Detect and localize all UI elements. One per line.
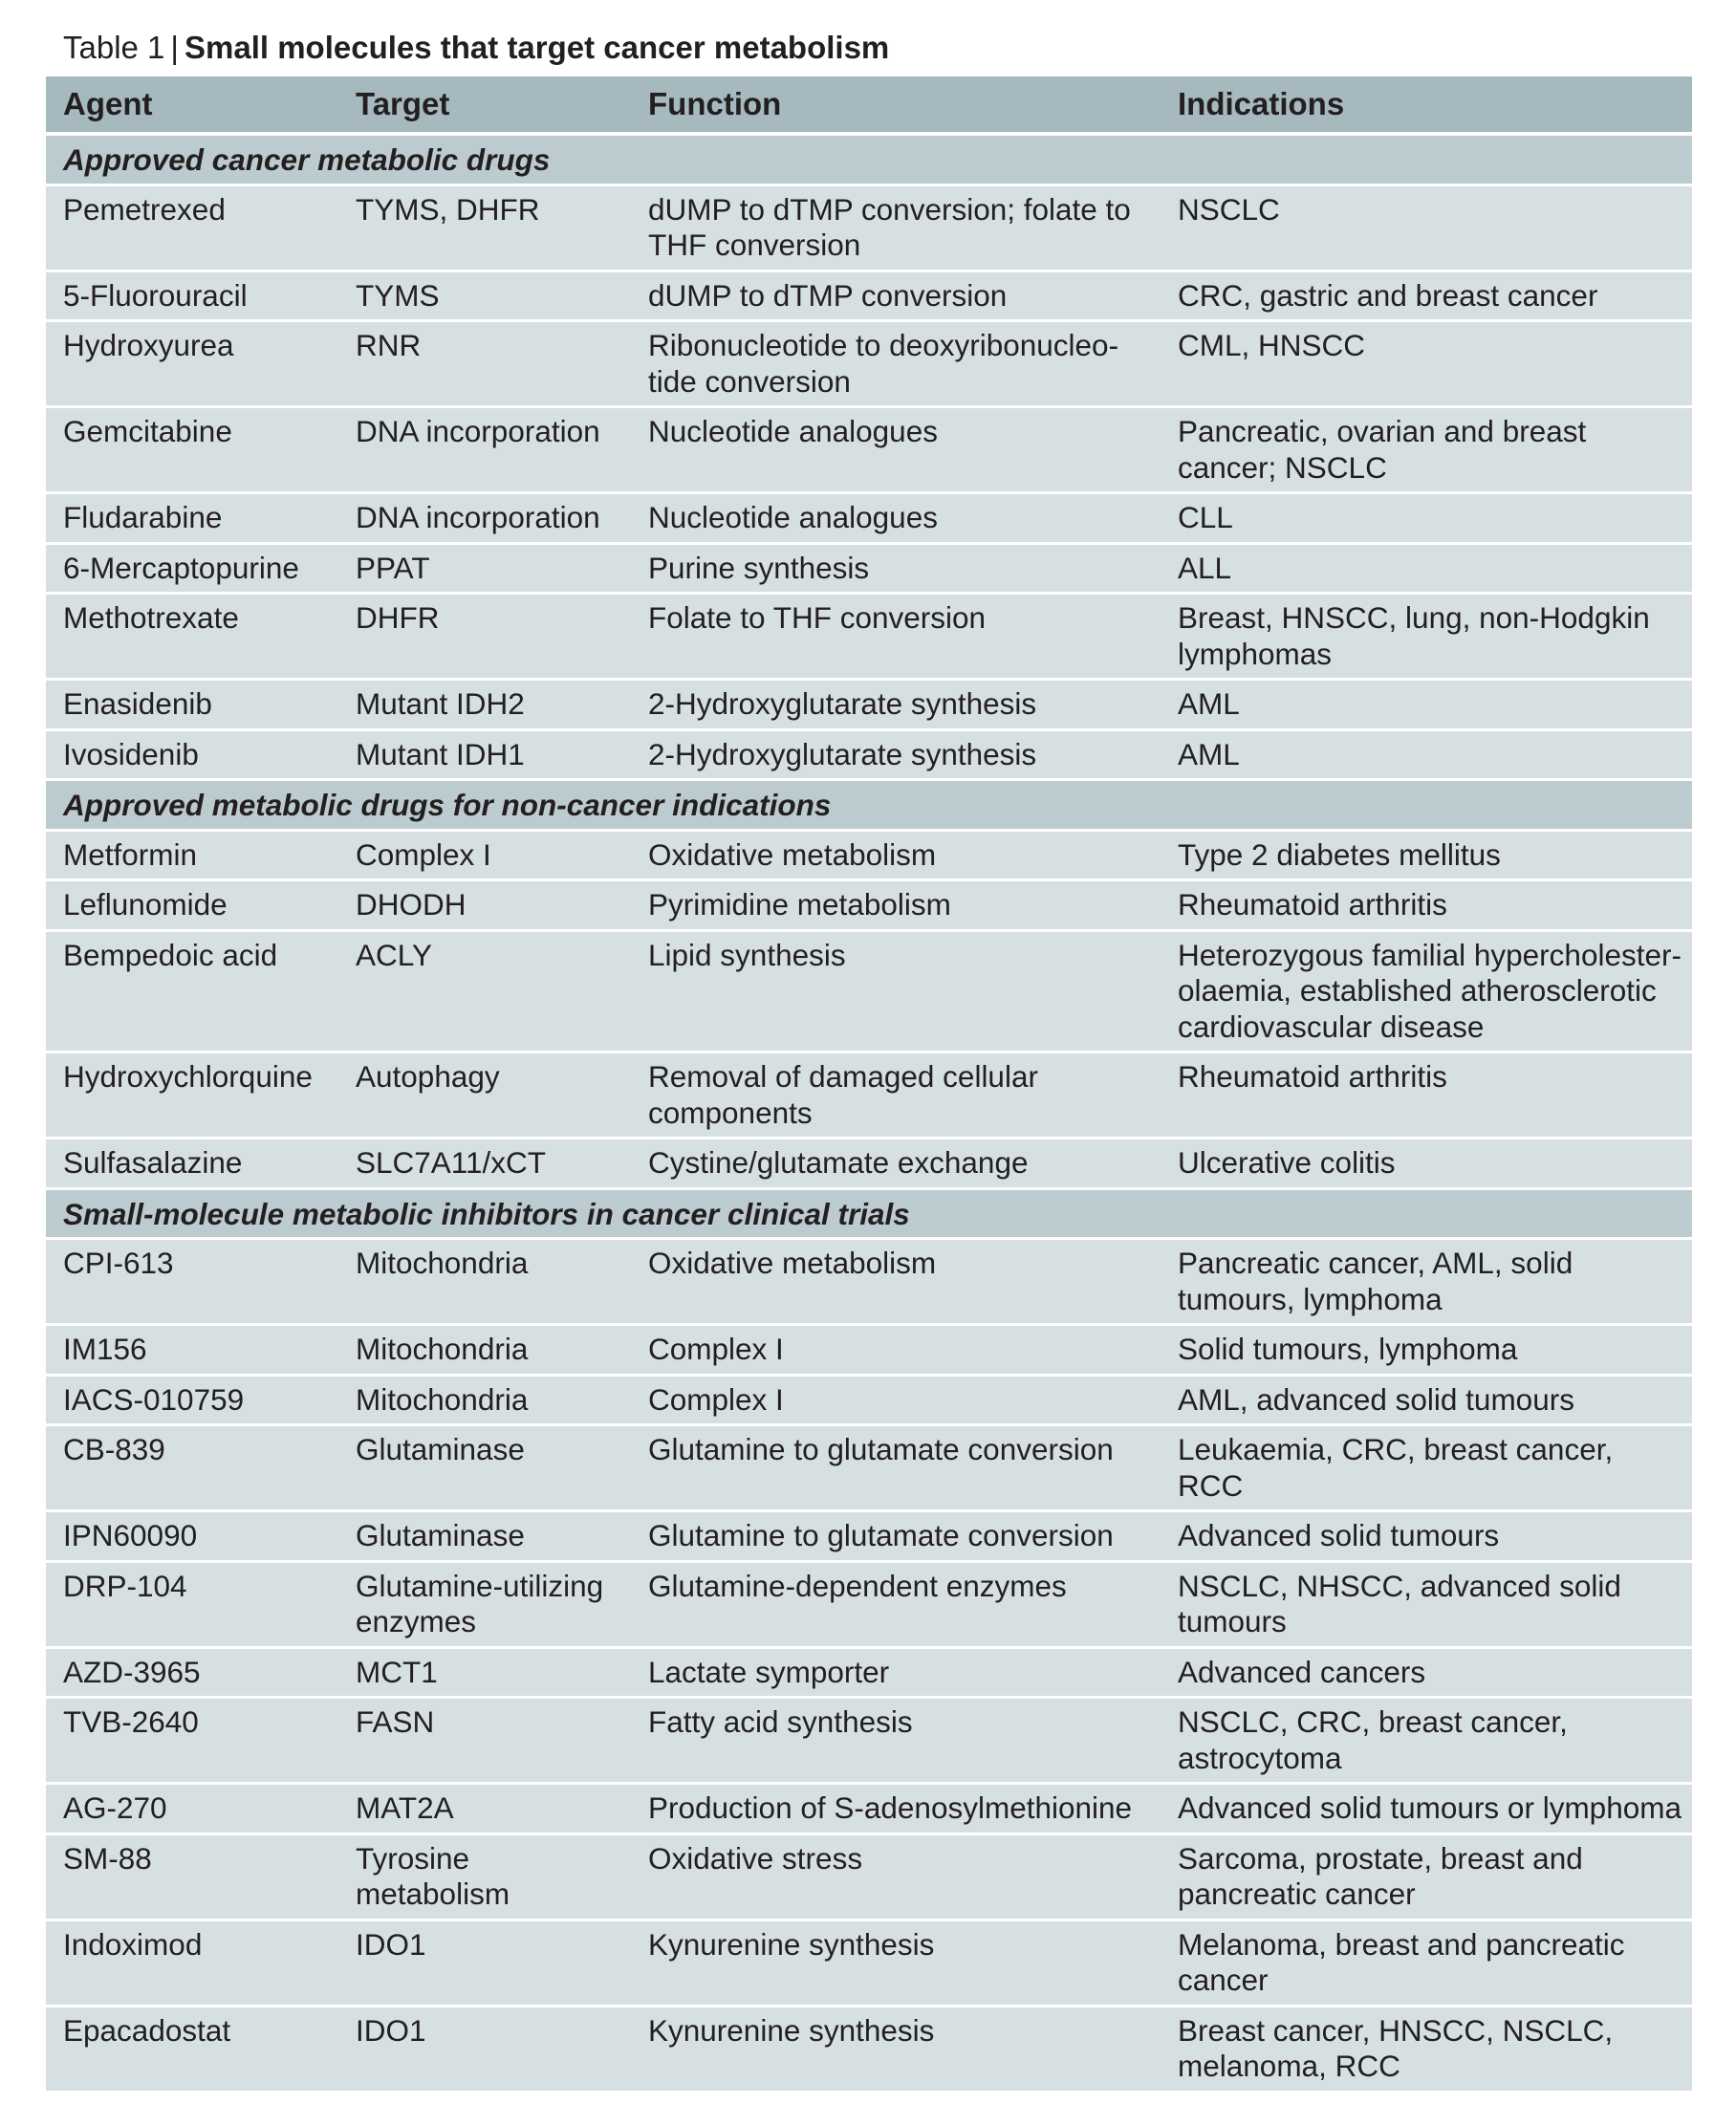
cell-agent: Hydroxychlorquine [46,1052,338,1139]
cell-target: Mutant IDH1 [338,729,631,780]
column-header-indications: Indications [1161,76,1692,134]
header-row [46,76,1692,134]
table-row [46,271,1692,321]
cell-function: Oxidative metabolism [631,830,1161,880]
cell-agent: Hydroxyurea [46,321,338,407]
column-header-function: Function [631,76,1161,134]
cell-indications: Sarcoma, prostate, breast and pancreatic cancer [1161,1833,1692,1920]
cell-target: MAT2A [338,1784,631,1834]
cell-indications: CML, HNSCC [1161,321,1692,407]
cell-function: Oxidative stress [631,1833,1161,1920]
cell-function: 2-Hydroxyglutarate synthesis [631,729,1161,780]
cell-agent: Ivosidenib [46,729,338,780]
column-header-target: Target [338,76,631,134]
cell-target: TYMS, DHFR [338,184,631,271]
cell-agent: DRP-104 [46,1561,338,1647]
cell-agent: IM156 [46,1325,338,1376]
table-row [46,1139,1692,1189]
cell-indications: Heterozygous familial hypercholester-olaemia, established atherosclerotic cardiovascular disease [1161,930,1692,1052]
column-header-agent: Agent [46,76,338,134]
cell-target: DNA incorporation [338,493,631,544]
table-row [46,880,1692,931]
table-row [46,184,1692,271]
caption-separator: | [170,30,179,65]
cell-agent: Fludarabine [46,493,338,544]
cell-function: Pyrimidine metabolism [631,880,1161,931]
cell-indications: AML [1161,680,1692,730]
section-row [46,780,1692,831]
table-row [46,2006,1692,2092]
table-number: Table 1 [63,30,165,65]
table-container [46,76,1692,2093]
cell-agent: AZD-3965 [46,1647,338,1698]
table-row [46,1325,1692,1376]
cell-function: Nucleotide analogues [631,407,1161,493]
cell-agent: Methotrexate [46,594,338,680]
cell-target: PPAT [338,543,631,594]
table-row [46,1920,1692,2006]
cell-indications: Advanced cancers [1161,1647,1692,1698]
cell-indications: CLL [1161,493,1692,544]
cell-target: IDO1 [338,2006,631,2092]
cell-target: FASN [338,1698,631,1784]
cell-indications: Rheumatoid arthritis [1161,1052,1692,1139]
cell-indications: Solid tumours, lymphoma [1161,1325,1692,1376]
cell-agent: SM-88 [46,1833,338,1920]
cell-function: Kynurenine synthesis [631,1920,1161,2006]
cell-target: DHFR [338,594,631,680]
data-table [46,76,1692,2093]
cell-function: Nucleotide analogues [631,493,1161,544]
cell-indications: ALL [1161,543,1692,594]
table-header [46,76,1692,134]
cell-function: Folate to THF conversion [631,594,1161,680]
cell-target: Mutant IDH2 [338,680,631,730]
cell-function: Complex I [631,1325,1161,1376]
cell-function: Glutamine to glutamate conversion [631,1511,1161,1562]
cell-function: Lipid synthesis [631,930,1161,1052]
table-caption [63,25,889,71]
cell-target: IDO1 [338,1920,631,2006]
table-row [46,830,1692,880]
cell-function: Purine synthesis [631,543,1161,594]
cell-agent: Indoximod [46,1920,338,2006]
table-row [46,930,1692,1052]
cell-agent: Gemcitabine [46,407,338,493]
cell-target: RNR [338,321,631,407]
cell-agent: Metformin [46,830,338,880]
cell-function: Complex I [631,1375,1161,1425]
cell-indications: Leukaemia, CRC, breast cancer, RCC [1161,1425,1692,1511]
section-title: Approved cancer metabolic drugs [46,134,1692,184]
cell-indications: NSCLC [1161,184,1692,271]
section-row [46,134,1692,184]
cell-function: dUMP to dTMP conversion; folate to THF conversion [631,184,1161,271]
cell-target: Autophagy [338,1052,631,1139]
cell-function: dUMP to dTMP conversion [631,271,1161,321]
cell-indications: NSCLC, CRC, breast cancer, astrocytoma [1161,1698,1692,1784]
cell-indications: Pancreatic, ovarian and breast cancer; NSCLC [1161,407,1692,493]
cell-agent: IACS-010759 [46,1375,338,1425]
cell-function: Kynurenine synthesis [631,2006,1161,2092]
cell-agent: 6-Mercaptopurine [46,543,338,594]
cell-target: Mitochondria [338,1239,631,1325]
cell-indications: Ulcerative colitis [1161,1139,1692,1189]
cell-indications: AML, advanced solid tumours [1161,1375,1692,1425]
table-row [46,1511,1692,1562]
table-title: Small molecules that target cancer metabolism [184,30,890,65]
cell-target: ACLY [338,930,631,1052]
cell-function: Removal of damaged cellular components [631,1052,1161,1139]
cell-indications: AML [1161,729,1692,780]
cell-function: Oxidative metabolism [631,1239,1161,1325]
cell-target: TYMS [338,271,631,321]
table-row [46,321,1692,407]
cell-target: Glutamine-utilizing enzymes [338,1561,631,1647]
cell-indications: Rheumatoid arthritis [1161,880,1692,931]
cell-function: Production of S-adenosylmethionine [631,1784,1161,1834]
cell-agent: Leflunomide [46,880,338,931]
cell-agent: 5-Fluorouracil [46,271,338,321]
table-row [46,1647,1692,1698]
cell-agent: Sulfasalazine [46,1139,338,1189]
table-row [46,594,1692,680]
cell-function: 2-Hydroxyglutarate synthesis [631,680,1161,730]
cell-indications: Melanoma, breast and pancreatic cancer [1161,1920,1692,2006]
cell-function: Glutamine-dependent enzymes [631,1561,1161,1647]
table-row [46,407,1692,493]
section-title: Small-molecule metabolic inhibitors in cancer clinical trials [46,1188,1692,1239]
cell-target: Glutaminase [338,1425,631,1511]
cell-agent: Epacadostat [46,2006,338,2092]
table-row [46,1425,1692,1511]
section-title: Approved metabolic drugs for non-cancer indications [46,780,1692,831]
cell-function: Lactate symporter [631,1647,1161,1698]
cell-function: Ribonucleotide to deoxyribonucleo-tide conversion [631,321,1161,407]
cell-indications: Breast cancer, HNSCC, NSCLC, melanoma, RCC [1161,2006,1692,2092]
cell-indications: NSCLC, NHSCC, advanced solid tumours [1161,1561,1692,1647]
cell-function: Cystine/glutamate exchange [631,1139,1161,1189]
table-body [46,134,1692,2092]
cell-agent: Bempedoic acid [46,930,338,1052]
cell-target: Glutaminase [338,1511,631,1562]
cell-indications: Advanced solid tumours [1161,1511,1692,1562]
cell-agent: CPI-613 [46,1239,338,1325]
table-row [46,1375,1692,1425]
section-row [46,1188,1692,1239]
cell-indications: Type 2 diabetes mellitus [1161,830,1692,880]
cell-agent: TVB-2640 [46,1698,338,1784]
table-row [46,543,1692,594]
cell-function: Glutamine to glutamate conversion [631,1425,1161,1511]
cell-target: Mitochondria [338,1325,631,1376]
table-row [46,1561,1692,1647]
table-row [46,1239,1692,1325]
cell-agent: Pemetrexed [46,184,338,271]
cell-target: Tyrosine metabolism [338,1833,631,1920]
cell-indications: Pancreatic cancer, AML, solid tumours, lymphoma [1161,1239,1692,1325]
cell-target: DNA incorporation [338,407,631,493]
cell-function: Fatty acid synthesis [631,1698,1161,1784]
table-row [46,1833,1692,1920]
cell-agent: CB-839 [46,1425,338,1511]
cell-agent: AG-270 [46,1784,338,1834]
table-row [46,1052,1692,1139]
cell-target: Complex I [338,830,631,880]
cell-target: MCT1 [338,1647,631,1698]
table-row [46,493,1692,544]
cell-indications: CRC, gastric and breast cancer [1161,271,1692,321]
cell-target: Mitochondria [338,1375,631,1425]
cell-target: SLC7A11/xCT [338,1139,631,1189]
table-row [46,1784,1692,1834]
cell-agent: IPN60090 [46,1511,338,1562]
table-row [46,680,1692,730]
cell-indications: Breast, HNSCC, lung, non-Hodgkin lymphomas [1161,594,1692,680]
cell-indications: Advanced solid tumours or lymphoma [1161,1784,1692,1834]
cell-target: DHODH [338,880,631,931]
table-row [46,729,1692,780]
table-row [46,1698,1692,1784]
cell-agent: Enasidenib [46,680,338,730]
